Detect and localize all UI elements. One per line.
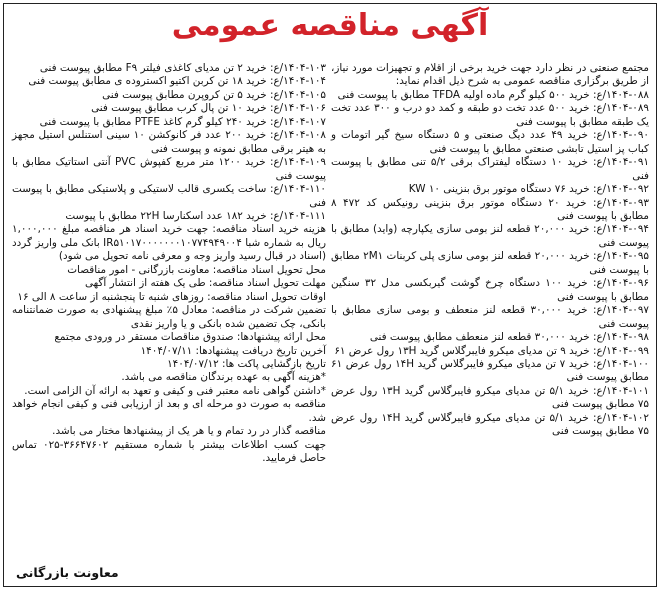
tender-item: ۱۴۰۴-۱۰۰/ع: خرید ۷ تن مدیای میکرو فایبرگلاس گرید ۱۴H رول عرض ۶۱ مطابق پیوست فنی xyxy=(331,357,649,384)
signature: معاونت بازرگانی xyxy=(16,565,119,580)
notice-line: ۱۴۰۴-۱۱۰/ع: ساخت یکسری قالب لاستیکی و پلاستیکی مطابق با پیوست فنی xyxy=(12,183,326,209)
intro-paragraph: مجتمع صنعتی در نظر دارد جهت خرید برخی از اقلام و تجهیزات مورد نیاز، از طریق برگزاری مناقصه عمومی به شرح ذیل اقدام نماید: xyxy=(331,62,649,88)
notice-line: ۱۴۰۴-۱۱۱/ع: خرید ۱۸۲ عدد اسکنارسا ۲۲H مطابق با پیوست xyxy=(65,209,326,222)
notice-line: تضمین شرکت در مناقصه: معادل ۵٪ مبلغ پیشنهادی به صورت ضمانتنامه بانکی، چک تضمین شده بانکی و یا واریز نقدی xyxy=(12,304,326,330)
left-items-list xyxy=(12,62,326,466)
notice-line: آخرین تاریخ دریافت پیشنهادها: ۱۴۰۴/۰۷/۱۱ xyxy=(140,344,326,357)
notice-line: *داشتن گواهی نامه معتبر فنی و کیفی و تعهد به ارائه آن الزامی است. xyxy=(24,384,326,397)
right-column xyxy=(331,62,649,439)
notice-line: ۱۴۰۴-۱۰۸/ع: خرید ۲۰۰ عدد فر کانوکشن ۱۰ سینی استنلس استیل مجهز به هیتر برقی مطابق نمونه و پیوست فنی xyxy=(12,129,326,155)
notice-line: ۱۴۰۴-۱۰۷/ع: خرید ۲۴۰ کیلو گرم کاغذ PTFE مطابق با پیوست فنی xyxy=(39,115,326,128)
notice-line: مناقصه گذار در رد تمام و یا هر یک از پیشنهادها مختار می باشد. xyxy=(52,425,326,438)
notice-line: اوقات تحویل اسناد مناقصه: روزهای شنبه تا پنجشنبه از ساعت ۸ الی ۱۶ xyxy=(17,290,326,303)
tender-item: ۱۴۰۴-۰۹۹/ع: خرید ۹ تن مدیای میکرو فایبرگلاس گرید ۱۳H رول عرض ۶۱ xyxy=(334,344,649,357)
notice-line: ۱۴۰۴-۱۰۴/ع: خرید ۱۸ تن کربن اکتیو اکستروده ی مطابق پیوست فنی xyxy=(28,75,326,88)
tender-item: ۱۴۰۴-۰۹۱/ع: خرید ۱۰ دستگاه لیفتراک برقی ۵/۲ تنی مطابق با پیوست فنی xyxy=(331,156,649,182)
tender-item: ۱۴۰۴-۱۰۱/ع: خرید ۵/۱ تن مدیای میکرو فایبرگلاس گرید ۱۳H رول عرض ۷۵ مطابق پیوست فنی xyxy=(331,384,649,411)
tender-item: ۱۴۰۴-۰۹۵/ع: خرید ۲۰,۰۰۰ قطعه لنز بومی سازی پلی کربنات ۲M۱ مطابق با پیوست فنی xyxy=(330,250,649,276)
notice-line: مناقصه به صورت دو مرحله ای و بعد از ارزیابی فنی و کیفی انجام خواهد شد. xyxy=(12,398,326,424)
notice-line: ۱۴۰۴-۱۰۳/ع: خرید ۲ تن مدیای کاغذی فیلتر F۹ مطابق پیوست فنی xyxy=(39,62,326,74)
notice-line: محل ارائه پیشنهادها: صندوق مناقصات مستقر در ورودی مجتمع xyxy=(54,331,326,344)
notice-line: تاریخ بازگشایی پاکت ها: ۱۴۰۴/۰۷/۱۲ xyxy=(167,357,326,370)
tender-item: ۱۴۰۴-۰۸۹/ع: خرید ۵۰۰ عدد تخت دو طبقه و کمد دو درب و ۳۰۰ عدد تخت یک طبقه مطابق با پیوست فنی xyxy=(331,102,649,128)
tender-item: ۱۴۰۴-۰۹۴/ع: خرید ۲۰,۰۰۰ قطعه لنز بومی سازی یکپارچه (واید) مطابق با پیوست فنی xyxy=(331,223,649,249)
left-column xyxy=(12,62,326,466)
tender-item: ۱۴۰۴-۰۹۳/ع: خرید ۲۰ دستگاه موتور برق بنزینی رونیکس کد ۴۷۲ ۸ مطابق با پیوست فنی xyxy=(331,196,649,222)
tender-item: ۱۴۰۴-۰۹۰/ع: خرید ۴۹ عدد دیگ صنعتی و ۵ دستگاه سیخ گیر اتومات و کباب پز استیل تابشی صنعتی مطابق با پیوست فنی xyxy=(331,129,650,155)
tender-item: ۱۴۰۴-۰۹۷/ع: خرید ۳۰,۰۰۰ قطعه لنز منعطف و بومی سازی مطابق با پیوست فنی xyxy=(331,304,649,330)
notice-line: ۱۴۰۴-۱۰۵/ع: خرید ۵ تن کروپرن مطابق پیوست فنی xyxy=(102,88,326,101)
right-items-list xyxy=(331,89,649,439)
tender-item: ۱۴۰۴-۰۸۸/ع: خرید ۵۰۰ کیلو گرم ماده اولیه TFDA مطابق با پیوست فنی xyxy=(337,88,649,101)
tender-item: ۱۴۰۴-۱۰۲/ع: خرید ۵/۱ تن مدیای میکرو فایبرگلاس گرید ۱۴H رول عرض ۷۵ مطابق پیوست فنی xyxy=(331,411,649,438)
tender-item: ۱۴۰۴-۰۹۸/ع: خرید ۳۰,۰۰۰ قطعه لنز منعطف مطابق پیوست فنی xyxy=(369,331,649,344)
notice-line: مهلت تحویل اسناد مناقصه: طی یک هفته از انتشار آگهی xyxy=(84,277,326,290)
notice-line: هزینه خرید اسناد مناقصه: جهت خرید اسناد هر مناقصه مبلغ ۱,۰۰۰,۰۰۰ ریال به شماره شبا IR۵۱۰۱۷۰۰۰۰۰۰۰۱۰۷۷۴۹۴۹۰۰۴ بانک ملی واریز گردد (اسناد در قبال رسید واریز وجه و معرفی نامه تحویل می شود) xyxy=(12,223,326,263)
notice-line: محل تحویل اسناد مناقصه: معاونت بازرگانی - امور مناقصات xyxy=(67,263,326,276)
notice-line: ۱۴۰۴-۱۰۶/ع: خرید ۱۰ تن پال کرب مطابق پیوست فنی xyxy=(91,102,326,115)
notice-line: *هزینه آگهی به عهده برندگان مناقصه می باشد. xyxy=(121,371,326,384)
notice-title: آگهی مناقصه عمومی xyxy=(171,8,489,43)
notice-line: ۱۴۰۴-۱۰۹/ع: خرید ۱۲۰۰ متر مربع کفپوش PVC آنتی استاتیک مطابق با پیوست فنی xyxy=(12,156,326,182)
tender-item: ۱۴۰۴-۰۹۲/ع: خرید ۷۶ دستگاه موتور برق بنزینی ۱۰ KW xyxy=(408,183,649,196)
notice-line: جهت کسب اطلاعات بیشتر با شماره مستقیم ۳۶۶۴۷۶۰۲-۰۲۵ تماس حاصل فرمایید. xyxy=(12,438,326,465)
tender-item: ۱۴۰۴-۰۹۶/ع: خرید ۱۰۰ دستگاه چرخ گوشت گیربکسی مدل ۳۲ سنگین مطابق با پیوست فنی xyxy=(331,277,649,303)
